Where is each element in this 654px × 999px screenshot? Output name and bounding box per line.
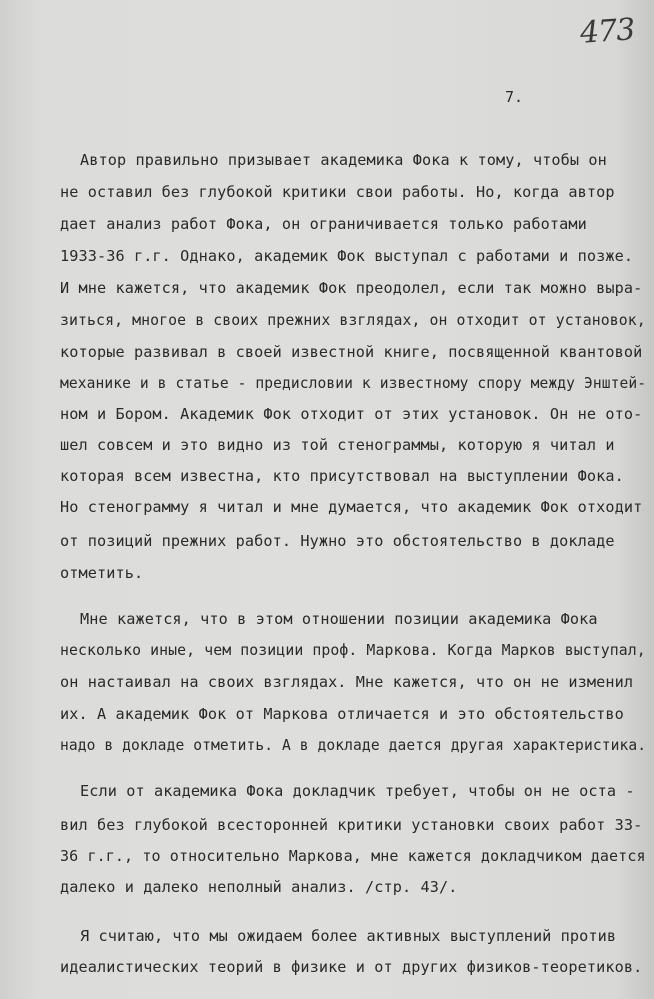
text-line: Но стенограмму я читал и мне думается, что академик Фок отходит bbox=[60, 498, 643, 516]
text-line: надо в докладе отметить. А в докладе дается другая характеристика. bbox=[60, 736, 647, 754]
text-line: шел совсем и это видно из той стенограммы, которую я читал и bbox=[60, 436, 615, 454]
text-line: дает анализ работ Фока, он ограничивается только работами bbox=[60, 215, 587, 233]
text-line: Мне кажется, что в этом отношении позиции академика Фока bbox=[80, 610, 598, 628]
text-line: ном и Бором. Академик Фок отходит от этих установок. Он не ото- bbox=[60, 405, 643, 423]
text-line: идеалистических теорий в физике и от других физиков-теоретиков. bbox=[60, 958, 643, 976]
text-line: механике и в статье - предисловии к известному спору между Энштей- bbox=[60, 374, 647, 392]
page-number: 7. bbox=[505, 88, 524, 106]
text-line: которые развивал в своей известной книге, посвященной квантовой bbox=[60, 343, 643, 361]
text-line: он настаивал на своих взглядах. Мне кажется, что он не изменил bbox=[60, 673, 634, 691]
text-line: И мне кажется, что академик Фок преодолел, если так можно выра- bbox=[60, 279, 643, 297]
text-line: 1933-36 г.г. Однако, академик Фок выступал с работами и позже. bbox=[60, 247, 634, 265]
text-line: которая всем известна, кто присутствовал на выступлении Фока. bbox=[60, 467, 624, 485]
text-line: Если от академика Фока докладчик требует, чтобы он не оста - bbox=[80, 782, 635, 800]
text-line: зиться, многое в своих прежних взглядах, он отходит от установок, bbox=[60, 311, 646, 329]
text-line: отметить. bbox=[60, 564, 144, 582]
text-line: их. А академик Фок от Маркова отличается и это обстоятельство bbox=[60, 705, 624, 723]
archive-number: 473 bbox=[578, 12, 636, 51]
text-line: далеко и далеко неполный анализ. /стр. 43/. bbox=[60, 878, 458, 896]
text-line: вил без глубокой всесторонней критики установки своих работ 33- bbox=[60, 816, 643, 834]
text-line: не оставил без глубокой критики свои работы. Но, когда автор bbox=[60, 183, 615, 201]
text-line: несколько иные, чем позиции проф. Маркова. Когда Марков выступал, bbox=[60, 641, 646, 659]
text-line: 36 г.г., то относительно Маркова, мне кажется докладчиком дается bbox=[60, 847, 646, 865]
text-line: от позиций прежних работ. Нужно это обстоятельство в докладе bbox=[60, 532, 615, 550]
text-line: Автор правильно призывает академика Фока к тому, чтобы он bbox=[80, 151, 607, 169]
text-line: Я считаю, что мы ожидаем более активных выступлений против bbox=[80, 927, 617, 945]
